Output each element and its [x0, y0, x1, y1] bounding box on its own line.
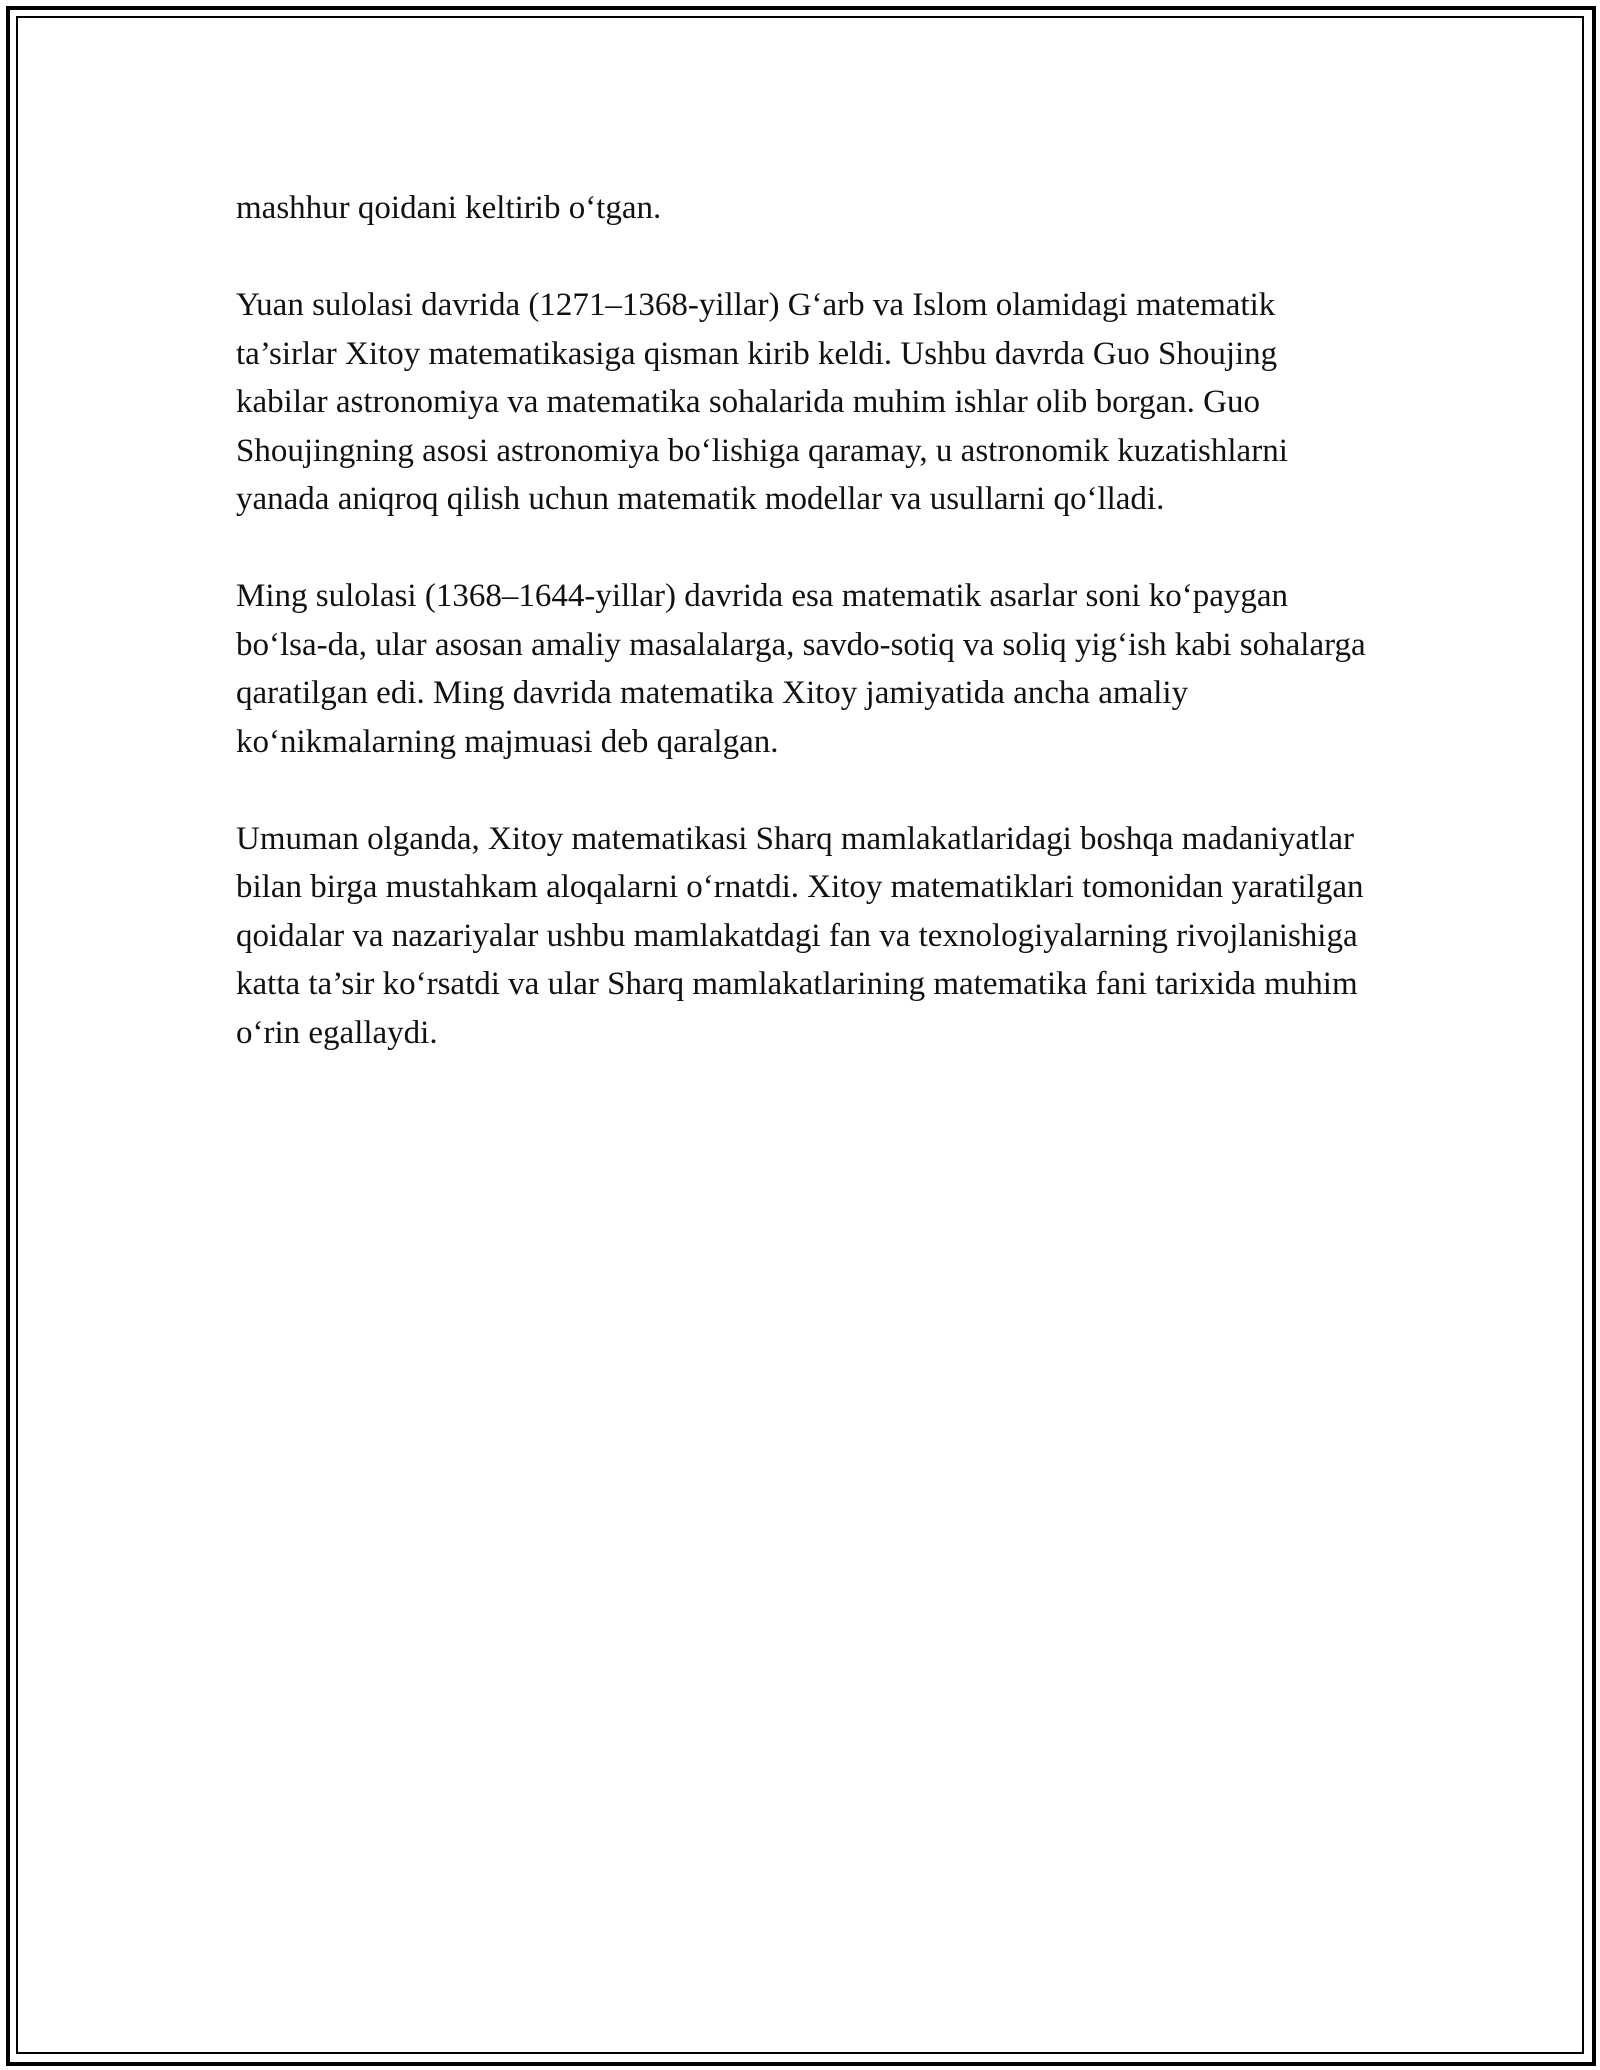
paragraph-3: Ming sulolasi (1368–1644-yillar) davrida esa matematik asarlar soni ko‘paygan bo‘lsa-da, ular asosan amaliy masalalarga, savdo-sotiq va soliq yig‘ish kabi sohalarga qaratilgan edi. Ming davrida matematika Xitoy jamiyatida ancha amaliy ko‘nikmalarning majmuasi deb qaralgan.: [236, 578, 1366, 760]
paragraph-1: mashhur qoidani keltirib o‘tgan.: [236, 190, 662, 226]
paragraph-2: Yuan sulolasi davrida (1271–1368-yillar) G‘arb va Islom olamidagi matematik ta’sirlar Xitoy matematikasiga qisman kirib keldi. Ushbu davrda Guo Shoujing kabilar astronomiya va matematika sohalarida muhim ishlar olib borgan. Guo Shoujingning asosi astronomiya bo‘lishiga qaramay, u astronomik kuzatishlarni yanada aniqroq qilish uchun matematik modellar va usullarni qo‘lladi.: [236, 287, 1288, 517]
document-body: [236, 184, 1366, 1106]
paragraph-4: Umuman olganda, Xitoy matematikasi Sharq mamlakatlaridagi boshqa madaniyatlar bilan birga mustahkam aloqalarni o‘rnatdi. Xitoy matematiklari tomonidan yaratilgan qoidalar va nazariyalar ushbu mamlakatdagi fan va texnologiyalarning rivojlanishiga katta ta’sir ko‘rsatdi va ular Sharq mamlakatlarining matematika fani tarixida muhim o‘rin egallaydi.: [236, 820, 1364, 1051]
